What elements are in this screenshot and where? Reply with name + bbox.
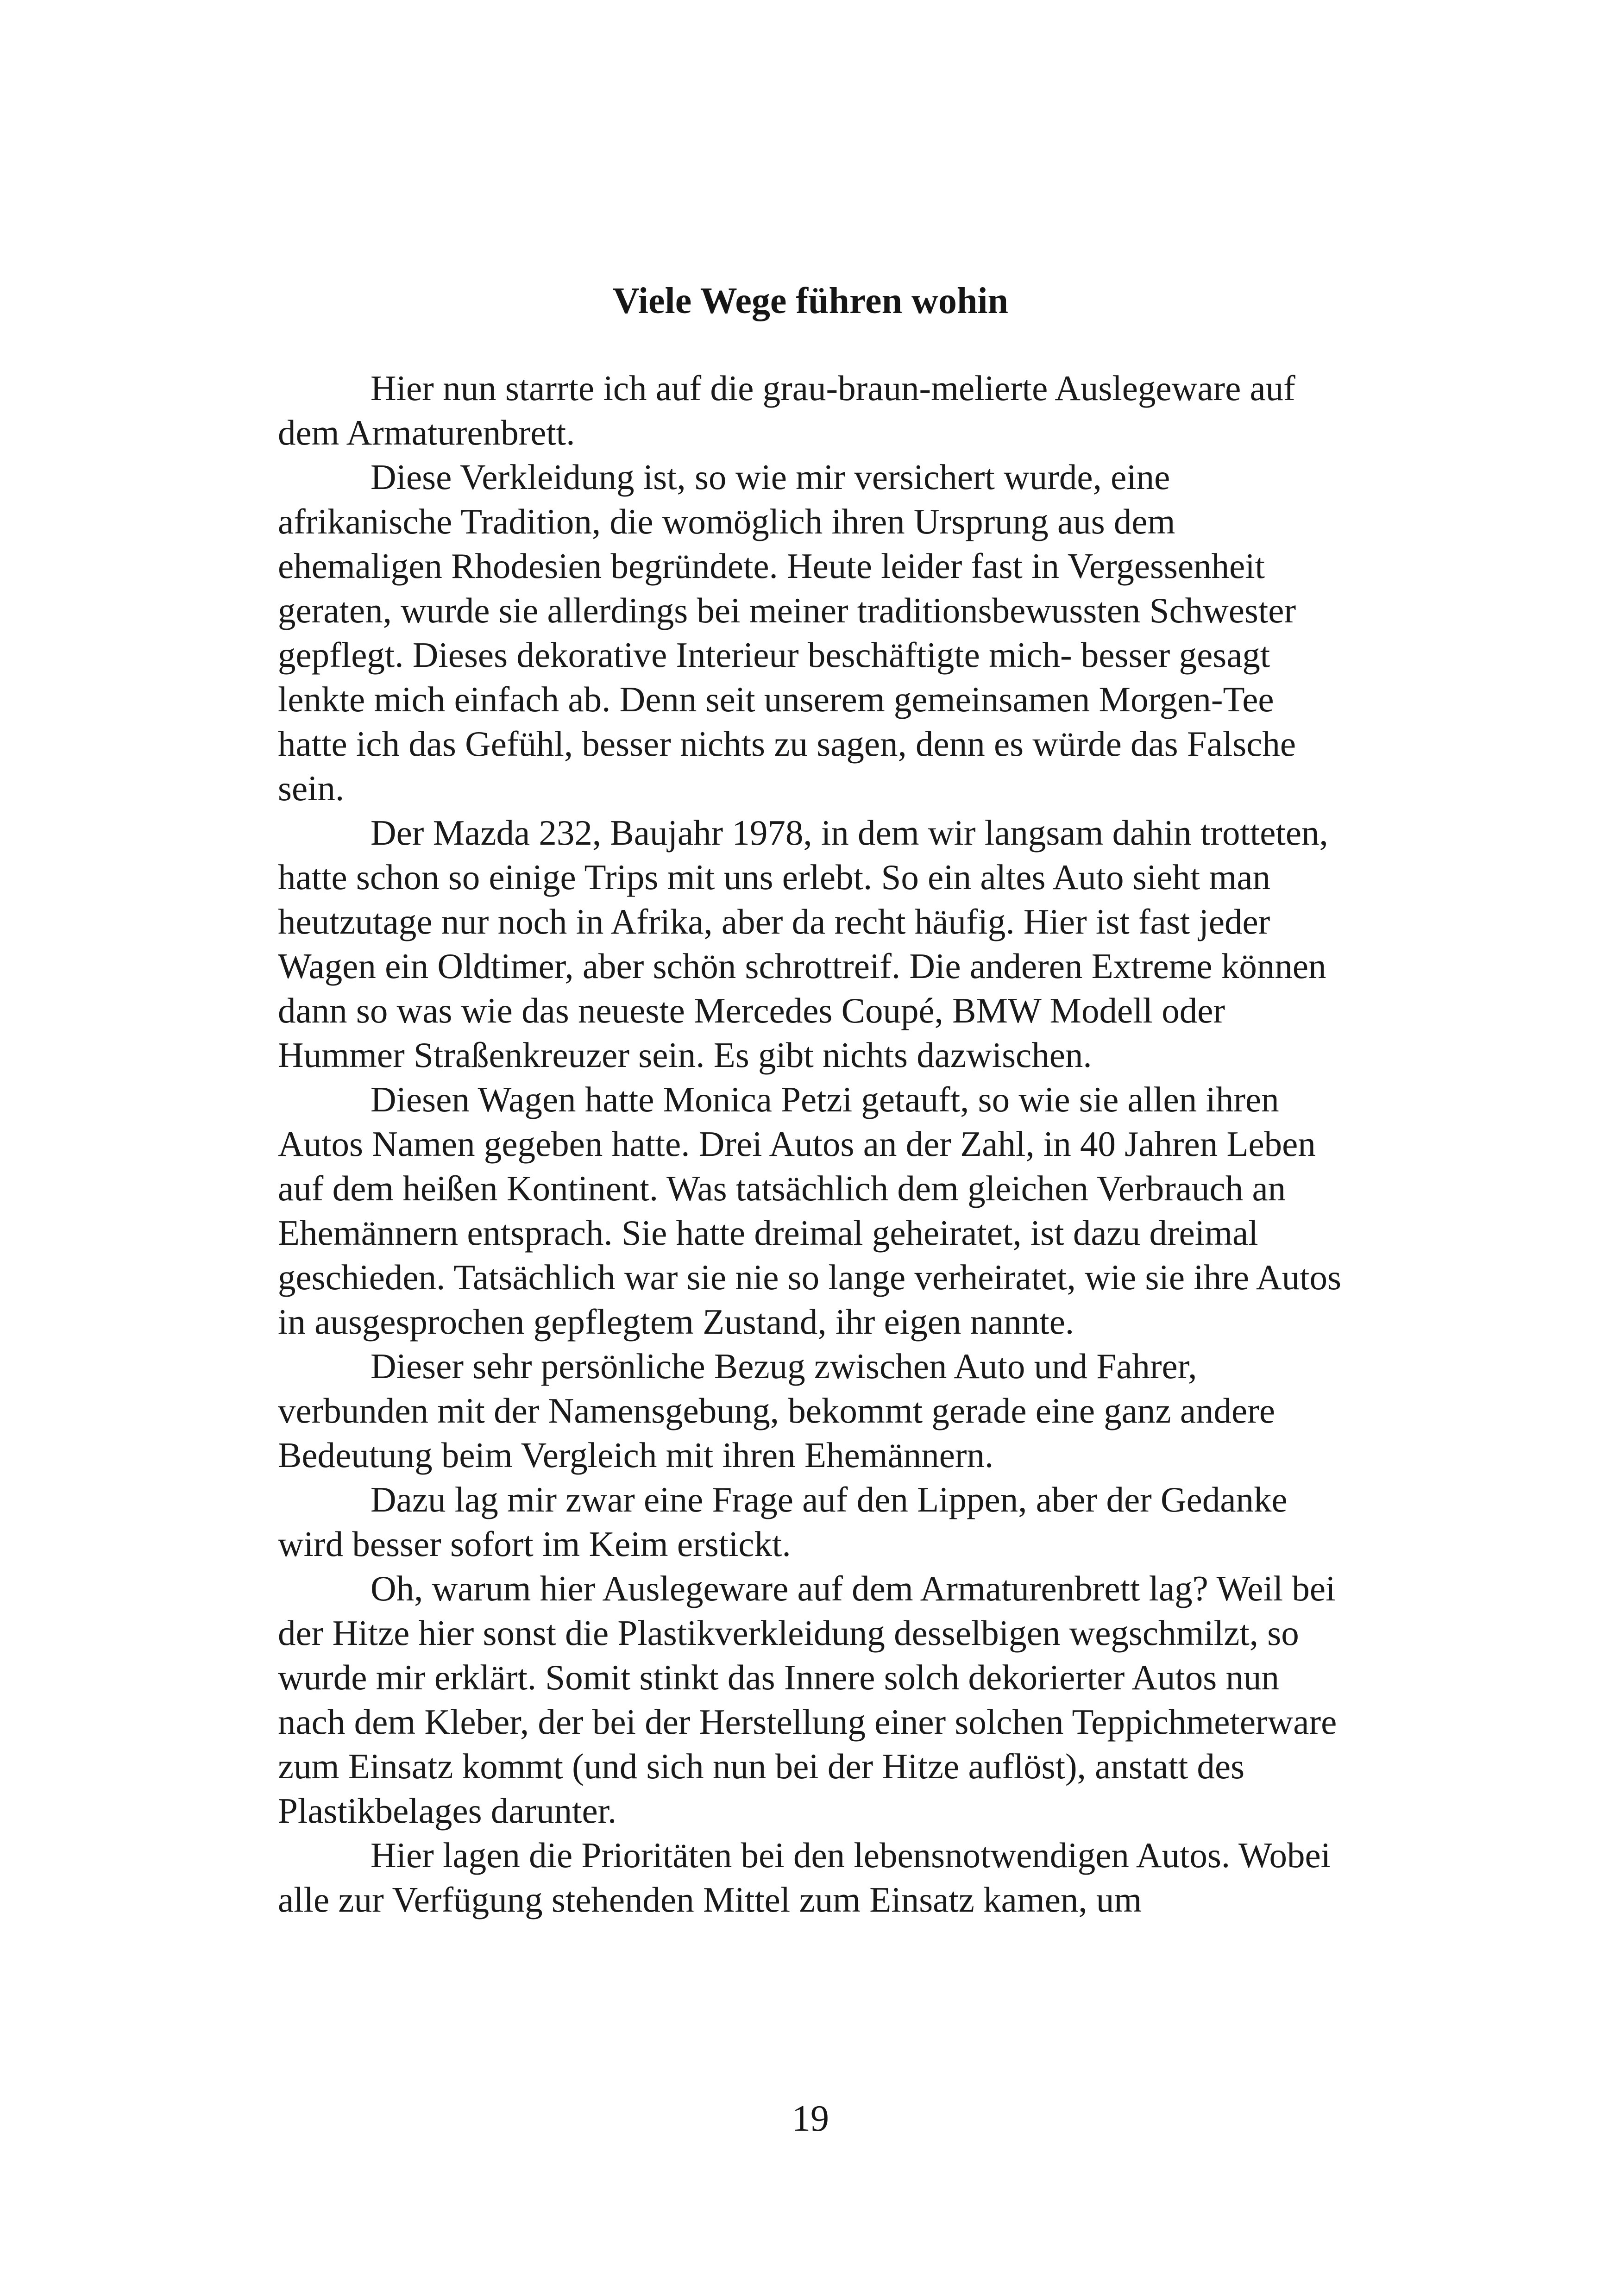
body-text — [278, 366, 1348, 1922]
paragraph: Hier lagen die Prioritäten bei den lebensnotwendigen Autos. Wobei alle zur Verfügung stehenden Mittel zum Einsatz kamen, um — [278, 1835, 1331, 1920]
chapter-title: Viele Wege führen wohin — [612, 281, 1009, 321]
paragraph: Dieser sehr persönliche Bezug zwischen Auto und Fahrer, verbunden mit der Namensgebung, bekommt gerade eine ganz andere Bedeutung beim Vergleich mit ihren Ehemännern. — [278, 1346, 1275, 1475]
paragraph: Hier nun starrte ich auf die grau-braun-melierte Auslegeware auf dem Armaturenbrett. — [278, 368, 1295, 452]
page-number: 19 — [792, 2098, 829, 2139]
paragraph: Dazu lag mir zwar eine Frage auf den Lippen, aber der Gedanke wird besser sofort im Keim erstickt. — [278, 1480, 1288, 1564]
paragraph: Diesen Wagen hatte Monica Petzi getauft, so wie sie allen ihren Autos Namen gegeben hatte. Drei Autos an der Zahl, in 40 Jahren Leben auf dem heißen Kontinent. Was tatsächlich dem gleichen Verbrauch an Ehemännern entsprach. Sie hatte dreimal geheiratet, ist dazu dreimal geschieden. Tatsächlich war sie nie so lange verheiratet, wie sie ihre Autos in ausgesprochen gepflegtem Zustand, ihr eigen nannte. — [278, 1079, 1341, 1342]
paragraph: Oh, warum hier Auslegeware auf dem Armaturenbrett lag? Weil bei der Hitze hier sonst die Plastikverkleidung desselbigen wegschmilzt, so wurde mir erklärt. Somit stinkt das Innere solch dekorierter Autos nun nach dem Kleber, der bei der Herstellung einer solchen Teppichmeterware zum Einsatz kommt (und sich nun bei der Hitze auflöst), anstatt des Plastikbelages darunter. — [278, 1568, 1337, 1831]
paragraph: Diese Verkleidung ist, so wie mir versichert wurde, eine afrikanische Tradition, die womöglich ihren Ursprung aus dem ehemaligen Rhodesien begründete. Heute leider fast in Vergessenheit geraten, wurde sie allerdings bei meiner traditionsbewussten Schwester gepflegt. Dieses dekorative Interieur beschäftigte mich- besser gesagt lenkte mich einfach ab. Denn seit unserem gemeinsamen Morgen-Tee hatte ich das Gefühl, besser nichts zu sagen, denn es würde das Falsche sein. — [278, 457, 1296, 808]
paragraph: Der Mazda 232, Baujahr 1978, in dem wir langsam dahin trotteten, hatte schon so einige Trips mit uns erlebt. So ein altes Auto sieht man heutzutage nur noch in Afrika, aber da recht häufig. Hier ist fast jeder Wagen ein Oldtimer, aber schön schrottreif. Die anderen Extreme können dann so was wie das neueste Mercedes Coupé, BMW Modell oder Hummer Straßenkreuzer sein. Es gibt nichts dazwischen. — [278, 813, 1328, 1075]
